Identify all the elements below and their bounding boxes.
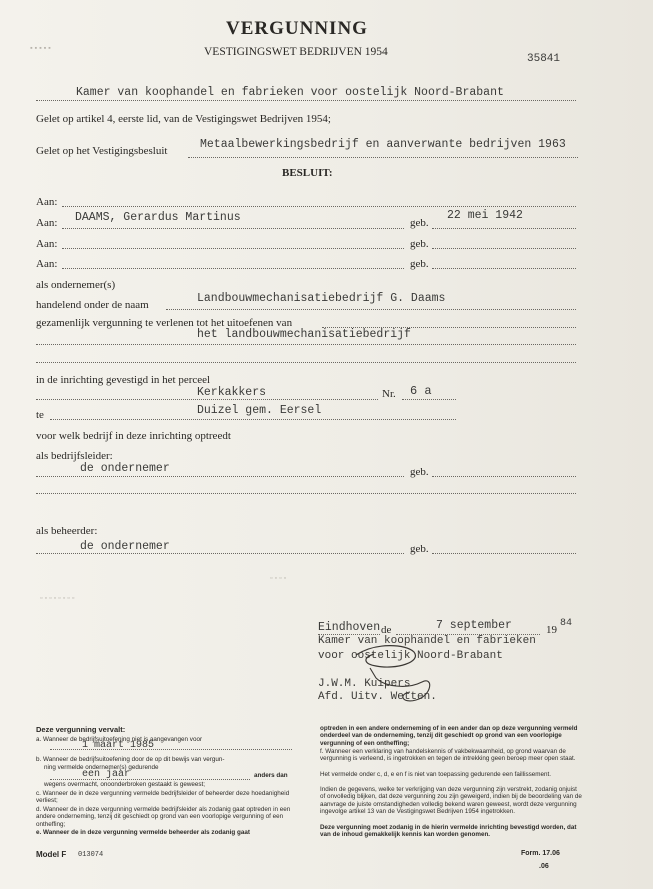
vervalt-b-text-4: wegens overmacht, onoonderbroken gestaakt is geweest; bbox=[44, 781, 206, 788]
vervalt-heading: Deze vergunning vervalt: bbox=[36, 725, 126, 734]
aan-label-2: Aan: bbox=[36, 217, 58, 229]
beheerder-line bbox=[36, 553, 404, 554]
issuer-line bbox=[36, 100, 576, 101]
geb-label-bh: geb. bbox=[410, 543, 429, 555]
handelend-label: handelend onder de naam bbox=[36, 299, 149, 311]
beheerder-label: als beheerder: bbox=[36, 525, 98, 537]
welk-bedrijf: voor welk bedrijf in deze inrichting optreedt bbox=[36, 430, 231, 442]
vervalt-a-text: a. Wanneer de bedrijfsuitoefening niet is aangevangen voor bbox=[36, 736, 203, 743]
geb-label-3: geb. bbox=[410, 238, 429, 250]
gezamenlijk-label: gezamenlijk vergunning te verlenen tot het uitoefenen van bbox=[36, 317, 293, 329]
gezamenlijk-value: het landbouwmechanisatiebedrijf bbox=[197, 328, 411, 341]
geb-line-3 bbox=[432, 248, 576, 249]
geb-label-2: geb. bbox=[410, 217, 429, 229]
geb-line-4 bbox=[432, 268, 576, 269]
bedrijfsleider-label: als bedrijfsleider: bbox=[36, 450, 113, 462]
geb-label-bl: geb. bbox=[410, 466, 429, 478]
bleed-through-1: ▫ ▫ ▫ ▫ bbox=[270, 573, 287, 582]
te-line bbox=[50, 419, 456, 420]
bedrijfsleider-line bbox=[36, 476, 404, 477]
bedrijfsleider-line-2 bbox=[36, 493, 576, 494]
gelet-besluit-line bbox=[188, 157, 578, 158]
te-label: te bbox=[36, 409, 44, 421]
signature-date: 7 september bbox=[436, 619, 512, 632]
aan-label-4: Aan: bbox=[36, 258, 58, 270]
right-note-1: optreden in een andere onderneming of in een ander dan op deze vergunning vermeld onderdeel van de onderneming, tenzij dit geschiedt op grond van een voorlopige vergunning of een ontheffing; bbox=[320, 725, 578, 747]
gelet-artikel: Gelet op artikel 4, eerste lid, van de Vestigingswet Bedrijven 1954; bbox=[36, 113, 331, 125]
handwritten-signature bbox=[336, 640, 446, 710]
nr-line bbox=[402, 399, 456, 400]
aan-line-4 bbox=[62, 268, 404, 269]
vervalt-c-text: c. Wanneer de in deze vergunning vermelde bedrijfsleider of beheerder deze hoedanigheid verliest; bbox=[36, 790, 290, 805]
aan-name: DAAMS, Gerardus Martinus bbox=[75, 211, 241, 224]
signature-place: Eindhoven bbox=[318, 621, 381, 634]
vervalt-e-text: e. Wanneer de in deze vergunning vermelde beheerder als zodanig gaat bbox=[36, 829, 250, 836]
footer-form-sub: .06 bbox=[539, 863, 549, 870]
geb-line-bl bbox=[432, 476, 576, 477]
als-ondernemer: als ondernemer(s) bbox=[36, 279, 116, 291]
nr-label: Nr. bbox=[382, 388, 396, 400]
stamp-line-2: voor oostelijk Noord-Brabant bbox=[318, 650, 503, 662]
right-note-2: f. Wanneer een verklaring van handelskennis of vakbekwaamheid, op grond waarvan de vergunning is verleend, is ingetrokken en tegen de intrekking geen beroep meer open staat. bbox=[320, 748, 576, 763]
perceel-line bbox=[36, 399, 378, 400]
besluit-heading: BESLUIT: bbox=[282, 167, 333, 179]
document-number: 35841 bbox=[527, 53, 561, 65]
bedrijfsleider-value: de ondernemer bbox=[80, 462, 170, 475]
stamp-line-3: J.W.M. Kuipers bbox=[318, 678, 411, 690]
perceel-value: Kerkakkers bbox=[197, 386, 267, 399]
signature-de: de bbox=[381, 624, 392, 636]
vervalt-d-text: d. Wanneer de in deze vergunning vermelde bedrijfsleider als zodanig gaat optreden in een andere onderneming, tenzij dit geschiedt op grond van een voorlopige vergunning of een ontheffing; bbox=[36, 806, 291, 828]
aan-geb: 22 mei 1942 bbox=[447, 209, 523, 222]
footer-model: Model F bbox=[36, 850, 67, 859]
vervalt-b-line bbox=[50, 779, 250, 780]
aan-line-2 bbox=[62, 228, 404, 229]
geb-line-bh bbox=[432, 553, 576, 554]
geb-line-2 bbox=[432, 228, 576, 229]
footer-model-number: 013074 bbox=[78, 851, 104, 859]
gezamenlijk-line-3 bbox=[36, 362, 576, 363]
handelend-value: Landbouwmechanisatiebedrijf G. Daams bbox=[197, 292, 446, 305]
te-value: Duizel gem. Eersel bbox=[197, 404, 322, 417]
vervalt-b-value: een jaar bbox=[82, 769, 131, 780]
vervalt-a-value: 1 maart 1985 bbox=[82, 740, 155, 751]
right-note-5: Deze vergunning moet zodanig in de hierin vermelde inrichting bevestigd worden, dat van de inhoud gemakkelijk kennis kan worden genomen. bbox=[320, 824, 577, 839]
inrichting-label: in de inrichting gevestigd in het perceel bbox=[36, 374, 211, 386]
footer-form: Form. 17.06 bbox=[521, 850, 560, 857]
faded-stamp-text: ▪ ▪ ▪ ▪ ▪ bbox=[30, 43, 51, 52]
vervalt-b-text-2: ning vermelde ondernemer(s) gedurende bbox=[44, 764, 159, 771]
beheerder-value: de ondernemer bbox=[80, 540, 170, 553]
gelet-besluit-value: Metaalbewerkingsbedrijf en aanverwante bedrijven 1963 bbox=[200, 138, 566, 151]
gezamenlijk-line-2 bbox=[36, 344, 576, 345]
right-note-3: Het vermelde onder c, d, e en f is niet van toepassing gedurende een faillissement. bbox=[320, 771, 552, 778]
aan-label-1: Aan: bbox=[36, 196, 58, 208]
aan-line-3 bbox=[62, 248, 404, 249]
aan-label-3: Aan: bbox=[36, 238, 58, 250]
bleed-through-2: ▫ ▫ ▫ ▫ ▫ ▫ ▫ ▫ bbox=[40, 593, 75, 602]
handelend-line bbox=[166, 309, 576, 310]
signature-year-prefix: 19 bbox=[546, 624, 557, 636]
signature-year-suffix: 84 bbox=[560, 618, 573, 629]
gelet-besluit-label: Gelet op het Vestigingsbesluit bbox=[36, 145, 168, 157]
aan-line-1 bbox=[62, 206, 576, 207]
nr-value: 6 a bbox=[410, 384, 432, 398]
document-title: VERGUNNING bbox=[226, 18, 368, 39]
right-note-4: Indien de gegevens, welke ter verkrijging van deze vergunning zijn verstrekt, zodanig onjuist of onvolledig blijken, dat deze vergunning zou zijn geweigerd, indien bij de beoordeling van de aanvrage de juiste omstandigheden volledig bekend waren geweest, wordt deze vergunning ingevolge artikel 13 van de Vestigingswet Bedrijven 1954 ingetrokken. bbox=[320, 786, 582, 816]
vervalt-b-text-3: anders dan bbox=[254, 772, 288, 779]
stamp-line-1: Kamer van koophandel en fabrieken bbox=[318, 635, 536, 647]
stamp-line-4: Afd. Uitv. Wetten. bbox=[318, 691, 437, 703]
issuer-value: Kamer van koophandel en fabrieken voor oostelijk Noord-Brabant bbox=[76, 86, 504, 99]
vervalt-b-text-1: b. Wanneer de bedrijfsuitoefening door de op dit bewijs van vergun- bbox=[36, 756, 225, 763]
document-subtitle: VESTIGINGSWET BEDRIJVEN 1954 bbox=[204, 46, 388, 58]
geb-label-4: geb. bbox=[410, 258, 429, 270]
